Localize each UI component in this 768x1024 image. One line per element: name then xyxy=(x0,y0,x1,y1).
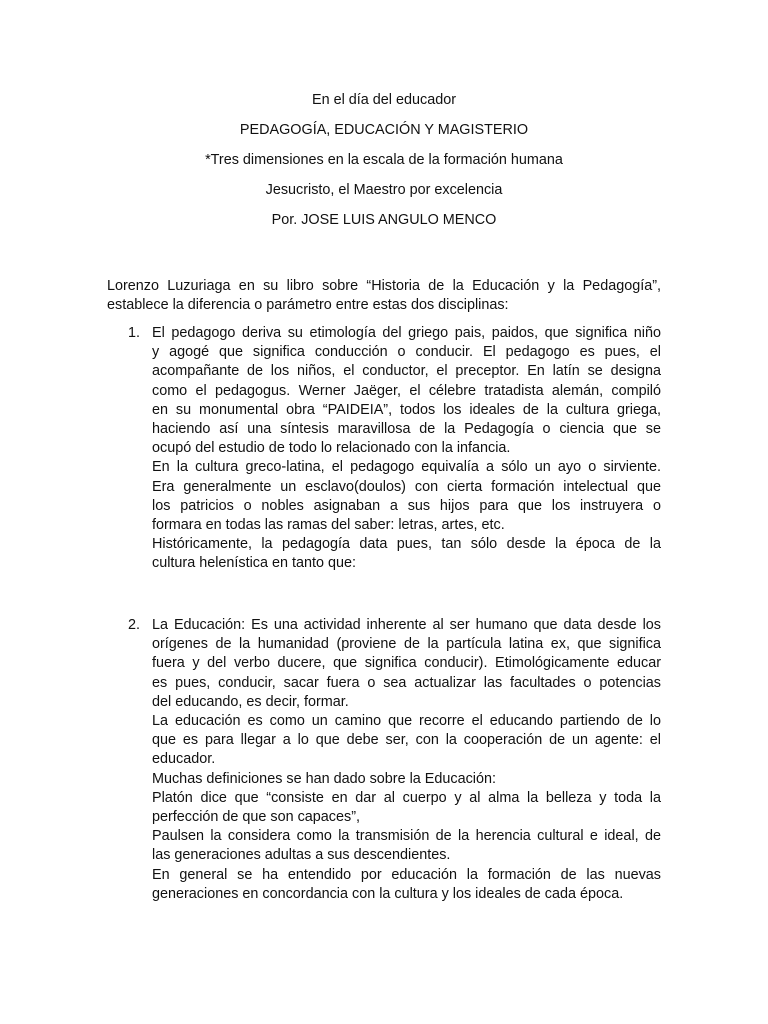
text-line: En la cultura greco-latina, el pedagogo equivalía a sólo un ayo o sirviente. xyxy=(152,459,661,476)
text-line: haciendo así una síntesis maravillosa de la Pedagogía o ciencia que se xyxy=(152,421,661,438)
list-item-text xyxy=(152,324,661,574)
text-line: ocupó del estudio de todo lo relacionado con la infancia. xyxy=(152,440,511,457)
document-title: PEDAGOGÍA, EDUCACIÓN Y MAGISTERIO xyxy=(239,122,529,138)
text-line: acompañante de los niños, el conductor, el preceptor. En latín se designa xyxy=(152,363,661,380)
text-line: que es para llegar a lo que debe ser, con la cooperación de un agente: el xyxy=(152,732,661,749)
text-line: generaciones en concordancia con la cultura y los ideales de cada época. xyxy=(152,885,624,902)
occasion-line: En el día del educador xyxy=(311,92,456,108)
text-line: las generaciones adultas a sus descendientes. xyxy=(152,847,451,864)
dedication-line: Jesucristo, el Maestro por excelencia xyxy=(265,182,503,198)
text-line: en su monumental obra “PAIDEIA”, todos los ideales de la cultura griega, xyxy=(152,401,661,418)
list-item-text xyxy=(152,616,661,904)
subtitle: *Tres dimensiones en la escala de la formación humana xyxy=(205,152,563,168)
text-line: orígenes de la humanidad (proviene de la partícula latina ex, que significa xyxy=(152,636,661,653)
text-line: los patricios o nobles asignaban a sus hijos para que los instruyera o xyxy=(152,497,661,514)
intro-line: Lorenzo Luzuriaga en su libro sobre “Historia de la Educación y la Pedagogía”, xyxy=(107,278,661,294)
list-number: 2. xyxy=(128,617,141,633)
text-line: del educando, es decir, formar. xyxy=(152,693,349,710)
text-line: formara en todas las ramas del saber: letras, artes, etc. xyxy=(152,517,505,534)
text-line: Platón dice que “consiste en dar al cuerpo y al alma la belleza y toda la xyxy=(152,789,661,806)
text-line: El pedagogo deriva su etimología del griego pais, paidos, que significa niño xyxy=(152,325,661,341)
text-line: La Educación: Es una actividad inherente al ser humano que data desde los xyxy=(152,617,661,633)
text-line: es pues, conducir, sacar fuera o sea actualizar las facultades o potencias xyxy=(152,674,661,691)
text-line: Históricamente, la pedagogía data pues, tan sólo desde la época de la xyxy=(152,536,661,553)
author-line: Por. JOSE LUIS ANGULO MENCO xyxy=(271,212,497,228)
text-line: Paulsen la considera como la transmisión de la herencia cultural e ideal, de xyxy=(152,828,661,845)
text-line: y agogé que significa conducción o conducir. El pedagogo es pues, el xyxy=(152,344,661,361)
text-line: como el pedagogus. Werner Jaëger, el célebre tratadista alemán, compiló xyxy=(152,382,661,399)
intro-line: establece la diferencia o parámetro entre estas dos disciplinas: xyxy=(107,297,509,313)
text-line: fuera y del verbo ducere, que significa conducir). Etimológicamente educar xyxy=(152,655,661,672)
text-line: Muchas definiciones se han dado sobre la Educación: xyxy=(152,770,496,787)
text-line: La educación es como un camino que recorre el educando partiendo de lo xyxy=(152,713,661,730)
text-line: En general se ha entendido por educación la formación de las nuevas xyxy=(152,866,661,883)
text-line: educador. xyxy=(152,751,216,768)
intro-paragraph xyxy=(107,277,661,315)
text-line: perfección de que son capaces”, xyxy=(152,809,360,826)
list-number: 1. xyxy=(128,325,141,341)
text-line: cultura helenística en tanto que: xyxy=(152,555,357,572)
text-line: Era generalmente un esclavo(doulos) con cierta formación intelectual que xyxy=(152,478,661,495)
title-block xyxy=(0,91,768,241)
